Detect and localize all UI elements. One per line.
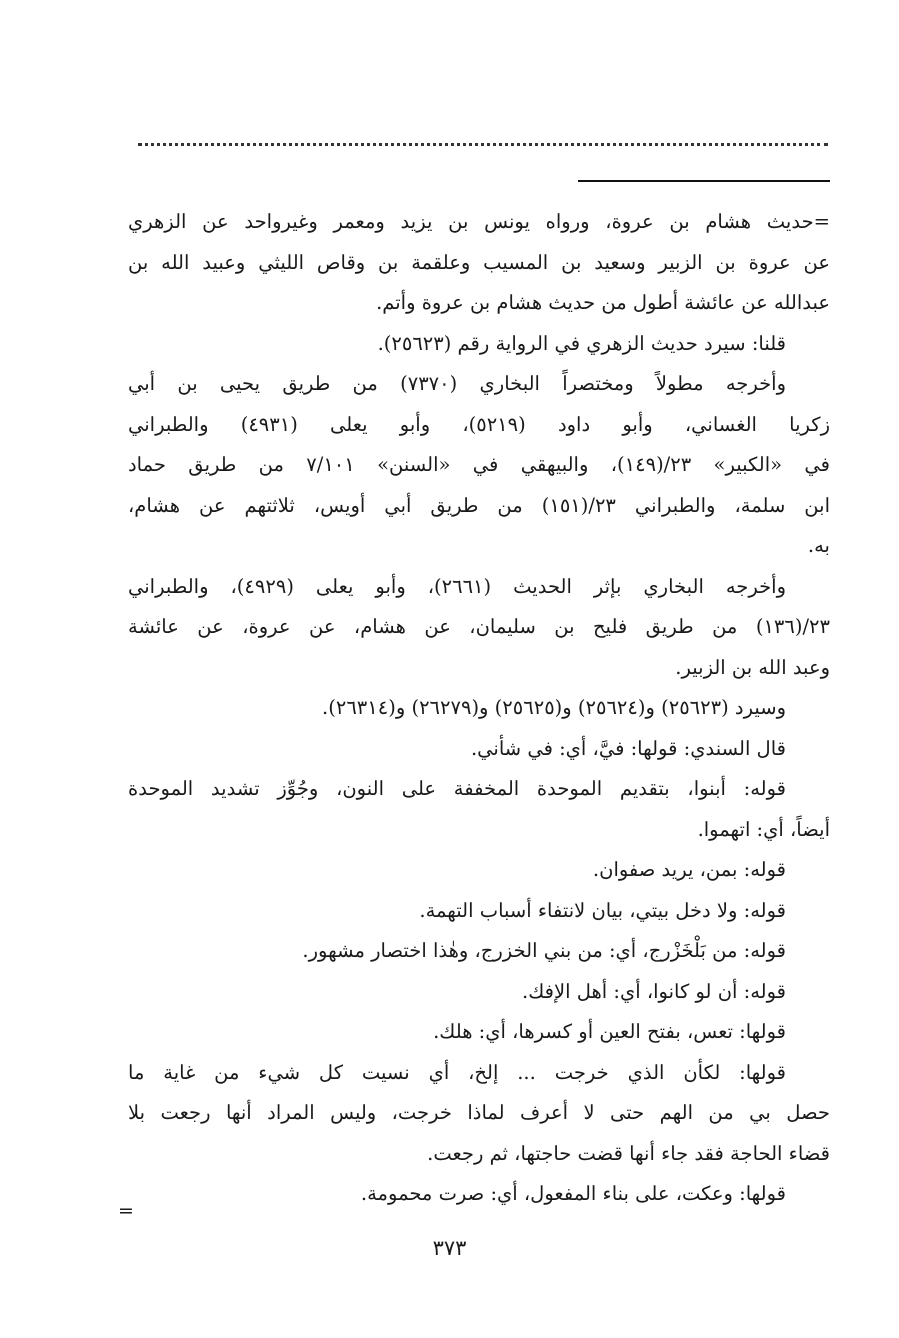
text-line: قولها: تعس، بفتح العين أو كسرها، أي: هلك. <box>433 1020 786 1043</box>
text-line: قوله: أبنوا، بتقديم الموحدة المخففة على النون، وجُوِّز تشديد الموحدة <box>128 777 786 800</box>
text-line: حصل بي من الهم حتى لا أعرف لماذا خرجت، وليس المراد أنها رجعت بلا <box>128 1101 830 1124</box>
text-line: وعبد الله بن الزبير. <box>675 655 830 679</box>
text-line: عن عروة بن الزبير وسعيد بن المسيب وعلقمة بن وقاص الليثي وعبيد الله بن <box>128 250 830 274</box>
continuation-mark: = <box>118 1200 134 1222</box>
text-line: =حديث هشام بن عروة، ورواه يونس بن يزيد ومعمر وغيرواحد عن الزهري <box>128 210 830 233</box>
text-line: عبدالله عن عائشة أطول من حديث هشام بن عروة وأتم. <box>376 291 830 314</box>
page-number: ٣٧٣ <box>432 1236 467 1260</box>
footnote-separator <box>578 180 830 182</box>
text-line: قوله: ولا دخل بيتي، بيان لانتفاء أسباب التهمة. <box>419 898 786 922</box>
text-line: زكريا الغساني، وأبو داود (٥٢١٩)، وأبو يعلى (٤٩٣١) والطبراني <box>128 412 830 436</box>
text-line: قولها: لكأن الذي خرجت ... إلخ، أي نسيت كل شيء من غاية ما <box>128 1060 786 1084</box>
text-line: وأخرجه البخاري بإثر الحديث (٢٦٦١)، وأبو يعلى (٤٩٢٩)، والطبراني <box>128 574 786 598</box>
text-line: وسيرد (٢٥٦٢٣) و(٢٥٦٢٤) و(٢٥٦٢٥) و(٢٦٢٧٩) و(٢٦٣١٤). <box>322 696 786 719</box>
text-line: قولها: وعكت، على بناء المفعول، أي: صرت محمومة. <box>360 1182 786 1205</box>
text-line: في «الكبير» ٢٣/(١٤٩)، والبيهقي في «السنن» ٧/١٠١ من طريق حماد <box>128 453 830 476</box>
text-line: قال السندي: قولها: فيَّ، أي: في شأني. <box>470 736 786 760</box>
dotted-separator <box>138 143 828 146</box>
text-line: وأخرجه مطولاً ومختصراً البخاري (٧٣٧٠) من طريق يحيى بن أبي <box>128 372 786 395</box>
text-line: قوله: من بَلْخَزْرج، أي: من بني الخزرج، وهٰذا اختصار مشهور. <box>302 939 786 962</box>
footnote-text <box>128 202 830 1215</box>
text-line: قضاء الحاجة فقد جاء أنها قضت حاجتها، ثم رجعت. <box>427 1141 830 1165</box>
text-line: ابن سلمة، والطبراني ٢٣/(١٥١) من طريق أبي أويس، ثلاثتهم عن هشام، <box>128 493 830 517</box>
text-line: قوله: بمن، يريد صفوان. <box>592 858 786 881</box>
text-line: قلنا: سيرد حديث الزهري في الرواية رقم (٢٥٦٢٣). <box>377 331 786 355</box>
text-line: أيضاً، أي: اتهموا. <box>697 817 830 841</box>
text-line: به. <box>807 534 830 557</box>
text-line: ٢٣/(١٣٦) من طريق فليح بن سليمان، عن هشام، عن عروة، عن عائشة <box>128 615 830 638</box>
text-line: قوله: أن لو كانوا، أي: أهل الإفك. <box>522 979 786 1003</box>
